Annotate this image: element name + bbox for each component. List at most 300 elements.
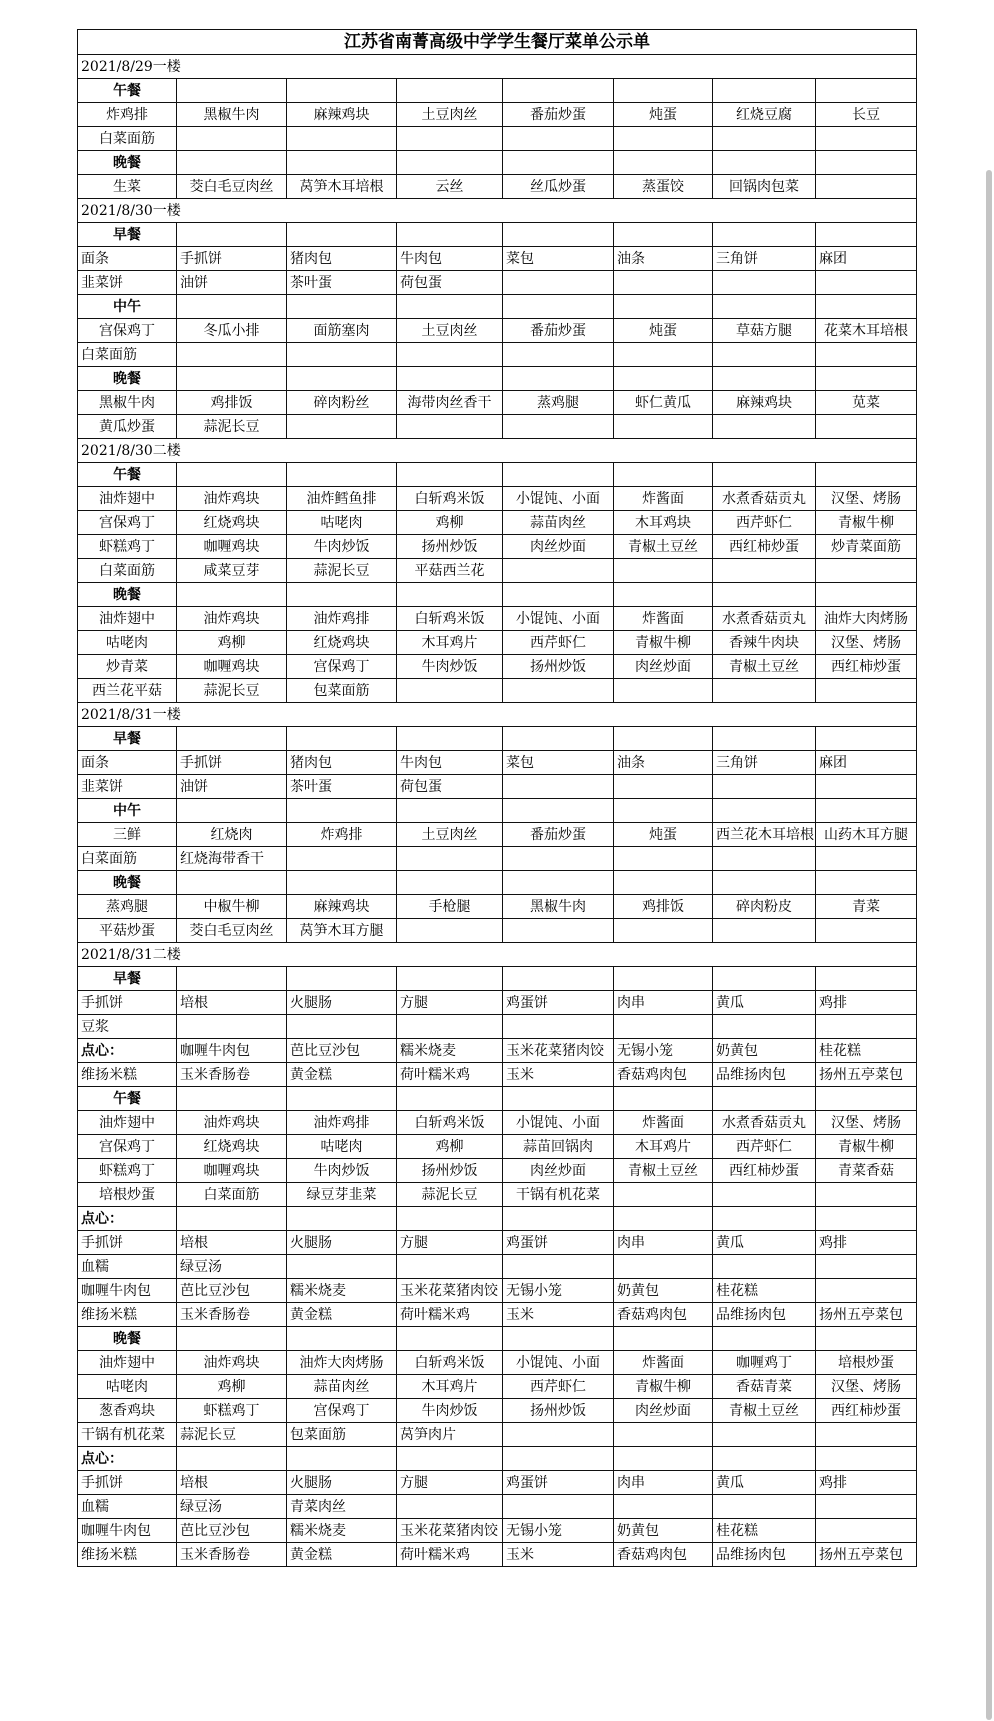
empty-cell [397,1255,503,1279]
menu-item: 蒜苗肉丝 [287,1375,397,1399]
menu-item: 香辣牛肉块 [713,631,816,655]
menu-item: 虾糕鸡丁 [177,1399,287,1423]
empty-cell [397,727,503,751]
menu-item: 桂花糕 [816,1039,917,1063]
menu-item: 西兰花平菇 [78,679,177,703]
section-date: 2021/8/29一楼 [78,55,917,79]
menu-item: 油条 [614,751,713,775]
empty-cell [177,727,287,751]
empty-cell [614,271,713,295]
menu-item: 火腿肠 [287,1231,397,1255]
meal-label: 午餐 [78,1087,177,1111]
empty-cell [713,919,816,943]
menu-row [78,391,917,415]
menu-item: 芭比豆沙包 [177,1519,287,1543]
menu-item: 培根 [177,991,287,1015]
empty-cell [503,343,614,367]
meal-row [78,295,917,319]
empty-cell [177,1087,287,1111]
menu-item: 玉米香肠卷 [177,1303,287,1327]
empty-cell [503,727,614,751]
menu-row [78,847,917,871]
empty-cell [713,871,816,895]
empty-cell [397,1327,503,1351]
empty-cell [816,775,917,799]
menu-item: 莴笋肉片 [397,1423,503,1447]
menu-item: 西芹虾仁 [503,631,614,655]
empty-cell [397,1447,503,1471]
menu-row [78,679,917,703]
meal-label: 早餐 [78,727,177,751]
empty-cell [713,415,816,439]
empty-cell [287,79,397,103]
meal-row [78,727,917,751]
menu-item: 奶黄包 [614,1519,713,1543]
empty-cell [713,151,816,175]
menu-row [78,919,917,943]
menu-item: 火腿肠 [287,991,397,1015]
menu-item: 香菇鸡肉包 [614,1543,713,1567]
menu-item: 莴笋木耳培根 [287,175,397,199]
menu-item: 荷叶糯米鸡 [397,1543,503,1567]
empty-cell [614,967,713,991]
menu-item: 面条 [78,751,177,775]
menu-item: 番茄炒蛋 [503,319,614,343]
menu-item: 生菜 [78,175,177,199]
menu-item: 云丝 [397,175,503,199]
empty-cell [287,1087,397,1111]
empty-cell [614,415,713,439]
menu-row [78,895,917,919]
empty-cell [503,271,614,295]
menu-item: 黄瓜 [713,1471,816,1495]
empty-cell [503,1087,614,1111]
empty-cell [614,1495,713,1519]
menu-item: 红烧肉 [177,823,287,847]
menu-item: 玉米花菜猪肉饺 [397,1279,503,1303]
empty-cell [177,367,287,391]
menu-item: 点心： [78,1039,177,1063]
menu-item: 牛肉炒饭 [287,1159,397,1183]
menu-item: 木耳鸡片 [397,631,503,655]
menu-item: 鸡蛋饼 [503,1471,614,1495]
menu-item: 扬州炒饭 [397,535,503,559]
menu-row [78,103,917,127]
empty-cell [397,1207,503,1231]
menu-item: 玉米香肠卷 [177,1543,287,1567]
menu-row [78,1471,917,1495]
menu-item: 炸酱面 [614,607,713,631]
empty-cell [816,919,917,943]
menu-item: 草菇方腿 [713,319,816,343]
empty-cell [397,967,503,991]
menu-item: 手抓饼 [78,991,177,1015]
menu-item: 绿豆芽韭菜 [287,1183,397,1207]
empty-cell [397,1087,503,1111]
empty-cell [287,1447,397,1471]
menu-item: 香菇青菜 [713,1375,816,1399]
menu-item: 糯米烧麦 [397,1039,503,1063]
menu-item: 芭比豆沙包 [287,1039,397,1063]
empty-cell [713,799,816,823]
menu-item: 西红柿炒蛋 [713,535,816,559]
empty-cell [816,79,917,103]
empty-cell [287,799,397,823]
menu-item: 鸡柳 [397,511,503,535]
empty-cell [816,559,917,583]
menu-item: 香菇鸡肉包 [614,1063,713,1087]
menu-row [78,1543,917,1567]
menu-item: 黑椒牛肉 [177,103,287,127]
menu-item: 油炸鸡块 [177,1351,287,1375]
menu-item: 扬州五亭菜包 [816,1303,917,1327]
empty-cell [614,1423,713,1447]
empty-cell [713,367,816,391]
empty-cell [287,343,397,367]
menu-item: 碎肉粉丝 [287,391,397,415]
empty-cell [287,871,397,895]
menu-item: 油炸鳕鱼排 [287,487,397,511]
menu-item: 桂花糕 [713,1519,816,1543]
menu-item: 红烧鸡块 [177,1135,287,1159]
empty-cell [713,343,816,367]
empty-cell [503,295,614,319]
menu-item: 油炸大肉烤肠 [287,1351,397,1375]
menu-item: 牛肉炒饭 [397,1399,503,1423]
empty-cell [287,1207,397,1231]
menu-item: 培根炒蛋 [816,1351,917,1375]
menu-row [78,1279,917,1303]
menu-item: 无锡小笼 [614,1039,713,1063]
menu-item: 炸鸡排 [78,103,177,127]
menu-item: 扬州炒饭 [397,1159,503,1183]
menu-item: 手枪腿 [397,895,503,919]
menu-item: 手抓饼 [78,1231,177,1255]
menu-item: 三鲜 [78,823,177,847]
menu-item: 宫保鸡丁 [287,1399,397,1423]
empty-cell [397,919,503,943]
empty-cell [816,127,917,151]
empty-cell [713,583,816,607]
menu-item: 扬州炒饭 [503,655,614,679]
menu-item: 咕咾肉 [287,511,397,535]
menu-item: 青椒牛柳 [614,631,713,655]
menu-item: 维扬米糕 [78,1063,177,1087]
empty-cell [816,1087,917,1111]
menu-item: 玉米花菜猪肉饺 [397,1519,503,1543]
menu-item: 菜包 [503,247,614,271]
menu-item: 鸡蛋饼 [503,1231,614,1255]
empty-cell [287,127,397,151]
empty-cell [503,151,614,175]
menu-item: 咖喱牛肉包 [177,1039,287,1063]
empty-cell [397,127,503,151]
menu-item: 炖蛋 [614,319,713,343]
empty-cell [713,463,816,487]
meal-row [78,967,917,991]
empty-cell [713,727,816,751]
menu-item: 糯米烧麦 [287,1519,397,1543]
title-row [78,30,917,55]
menu-item: 炒青菜 [78,655,177,679]
empty-cell [816,1519,917,1543]
empty-cell [287,967,397,991]
menu-item: 芭比豆沙包 [177,1279,287,1303]
empty-cell [816,271,917,295]
empty-cell [287,367,397,391]
menu-item: 鸡排 [816,1231,917,1255]
menu-item: 咖喱鸡块 [177,655,287,679]
menu-item: 虾糕鸡丁 [78,535,177,559]
menu-item: 蒸蛋饺 [614,175,713,199]
menu-item: 青菜 [816,895,917,919]
empty-cell [713,271,816,295]
menu-item: 肉丝炒面 [503,535,614,559]
empty-cell [614,679,713,703]
empty-cell [397,799,503,823]
empty-cell [816,727,917,751]
menu-item: 白菜面筋 [177,1183,287,1207]
menu-item: 土豆肉丝 [397,823,503,847]
menu-item: 西芹虾仁 [713,511,816,535]
empty-cell [614,559,713,583]
menu-item: 汉堡、烤肠 [816,1111,917,1135]
empty-cell [503,223,614,247]
section-date: 2021/8/31一楼 [78,703,917,727]
menu-item: 番茄炒蛋 [503,103,614,127]
menu-row [78,1039,917,1063]
empty-cell [614,583,713,607]
empty-cell [177,223,287,247]
menu-item: 黄瓜 [713,1231,816,1255]
scrollbar-thumb[interactable] [986,170,992,1720]
menu-item: 回锅肉包菜 [713,175,816,199]
menu-item: 油炸鸡排 [287,1111,397,1135]
menu-item: 荷叶糯米鸡 [397,1063,503,1087]
empty-cell [713,1447,816,1471]
menu-item: 鸡排 [816,991,917,1015]
section-date: 2021/8/30二楼 [78,439,917,463]
menu-item: 油炸鸡块 [177,487,287,511]
menu-item: 三角饼 [713,751,816,775]
empty-cell [614,223,713,247]
menu-item: 青椒土豆丝 [713,655,816,679]
empty-cell [816,415,917,439]
menu-item: 菜包 [503,751,614,775]
menu-item: 小馄饨、小面 [503,607,614,631]
empty-cell [503,1447,614,1471]
meal-row [78,799,917,823]
menu-item: 牛肉炒饭 [287,535,397,559]
menu-item: 黑椒牛肉 [503,895,614,919]
menu-item: 西芹虾仁 [503,1375,614,1399]
menu-item: 青菜肉丝 [287,1495,397,1519]
meal-label: 晚餐 [78,871,177,895]
meal-row [78,223,917,247]
empty-cell [713,1087,816,1111]
menu-item: 牛肉包 [397,247,503,271]
menu-item: 青椒土豆丝 [614,535,713,559]
menu-item: 山药木耳方腿 [816,823,917,847]
empty-cell [816,679,917,703]
menu-item: 油炸翅中 [78,607,177,631]
menu-item: 咖喱牛肉包 [78,1279,177,1303]
menu-item: 手抓饼 [177,751,287,775]
menu-item: 肉串 [614,1471,713,1495]
date-row [78,199,917,223]
menu-item: 水煮香菇贡丸 [713,487,816,511]
menu-item: 黄金糕 [287,1543,397,1567]
empty-cell [503,1207,614,1231]
menu-item: 小馄饨、小面 [503,1351,614,1375]
menu-item: 西红柿炒蛋 [713,1159,816,1183]
menu-item: 绿豆汤 [177,1255,287,1279]
menu-item: 干锅有机花菜 [78,1423,177,1447]
menu-item: 虾糕鸡丁 [78,1159,177,1183]
menu-item: 油炸鸡块 [177,1111,287,1135]
menu-item: 维扬米糕 [78,1543,177,1567]
menu-row [78,1447,917,1471]
empty-cell [177,967,287,991]
empty-cell [816,367,917,391]
menu-item: 白菜面筋 [78,343,177,367]
menu-item: 牛肉包 [397,751,503,775]
empty-cell [614,1207,713,1231]
menu-item: 麻辣鸡块 [287,103,397,127]
menu-item: 汉堡、烤肠 [816,631,917,655]
menu-item: 青椒土豆丝 [614,1159,713,1183]
menu-item: 土豆肉丝 [397,103,503,127]
menu-item: 木耳鸡片 [397,1375,503,1399]
menu-row [78,175,917,199]
menu-item: 碎肉粉皮 [713,895,816,919]
menu-item: 肉串 [614,1231,713,1255]
menu-item: 肉丝炒面 [614,1399,713,1423]
empty-cell [397,223,503,247]
menu-item: 糯米烧麦 [287,1279,397,1303]
section-date: 2021/8/30一楼 [78,199,917,223]
empty-cell [287,295,397,319]
menu-item: 韭菜饼 [78,775,177,799]
menu-row [78,631,917,655]
menu-item: 方腿 [397,1471,503,1495]
menu-item: 鸡柳 [177,1375,287,1399]
menu-item: 玉米花菜猪肉饺 [503,1039,614,1063]
menu-item: 品维扬肉包 [713,1303,816,1327]
menu-item: 维扬米糕 [78,1303,177,1327]
empty-cell [816,967,917,991]
menu-item: 麻辣鸡块 [287,895,397,919]
empty-cell [614,727,713,751]
empty-cell [503,799,614,823]
menu-item: 西红柿炒蛋 [816,655,917,679]
menu-item: 汉堡、烤肠 [816,1375,917,1399]
empty-cell [614,775,713,799]
empty-cell [816,1447,917,1471]
menu-item: 方腿 [397,1231,503,1255]
menu-item: 绿豆汤 [177,1495,287,1519]
menu-item: 韭菜饼 [78,271,177,295]
menu-item: 黄金糕 [287,1303,397,1327]
menu-item: 咕咾肉 [78,1375,177,1399]
menu-item: 小馄饨、小面 [503,487,614,511]
empty-cell [713,1255,816,1279]
menu-row [78,487,917,511]
menu-item: 麻团 [816,247,917,271]
empty-cell [177,151,287,175]
date-row [78,439,917,463]
empty-cell [287,223,397,247]
meal-label: 晚餐 [78,1327,177,1351]
menu-row [78,607,917,631]
menu-item: 炖蛋 [614,823,713,847]
menu-row [78,1495,917,1519]
menu-item: 黄金糕 [287,1063,397,1087]
menu-item: 海带肉丝香干 [397,391,503,415]
menu-item: 葱香鸡块 [78,1399,177,1423]
menu-item: 蒜泥长豆 [177,1423,287,1447]
empty-cell [287,847,397,871]
menu-item: 蒜苗肉丝 [503,511,614,535]
menu-item: 白斩鸡米饭 [397,487,503,511]
menu-item: 品维扬肉包 [713,1063,816,1087]
empty-cell [614,463,713,487]
menu-row [78,247,917,271]
menu-row [78,1375,917,1399]
menu-item: 油炸鸡块 [177,607,287,631]
empty-cell [816,151,917,175]
menu-item: 炸鸡排 [287,823,397,847]
menu-row [78,415,917,439]
meal-row [78,1327,917,1351]
menu-item: 猪肉包 [287,247,397,271]
menu-item: 白菜面筋 [78,847,177,871]
menu-item: 点心： [78,1447,177,1471]
empty-cell [177,1447,287,1471]
menu-item: 肉串 [614,991,713,1015]
empty-cell [177,583,287,607]
menu-row [78,1519,917,1543]
menu-row [78,1207,917,1231]
menu-item: 白斩鸡米饭 [397,1111,503,1135]
menu-item: 扬州五亭菜包 [816,1543,917,1567]
menu-item: 白斩鸡米饭 [397,1351,503,1375]
section-date: 2021/8/31二楼 [78,943,917,967]
menu-item: 苋菜 [816,391,917,415]
menu-item: 水煮香菇贡丸 [713,1111,816,1135]
menu-row [78,271,917,295]
menu-item: 青椒牛柳 [614,1375,713,1399]
empty-cell [503,127,614,151]
meal-label: 早餐 [78,223,177,247]
empty-cell [713,775,816,799]
empty-cell [177,463,287,487]
empty-cell [816,799,917,823]
menu-item: 培根 [177,1471,287,1495]
menu-item: 炸酱面 [614,487,713,511]
menu-item: 油炸翅中 [78,487,177,511]
empty-cell [503,775,614,799]
menu-item: 中椒牛柳 [177,895,287,919]
menu-item: 培根炒蛋 [78,1183,177,1207]
empty-cell [503,463,614,487]
menu-row [78,775,917,799]
menu-row [78,319,917,343]
empty-cell [177,1327,287,1351]
menu-item: 红烧海带香干 [177,847,287,871]
menu-item: 平菇西兰花 [397,559,503,583]
menu-row [78,1063,917,1087]
